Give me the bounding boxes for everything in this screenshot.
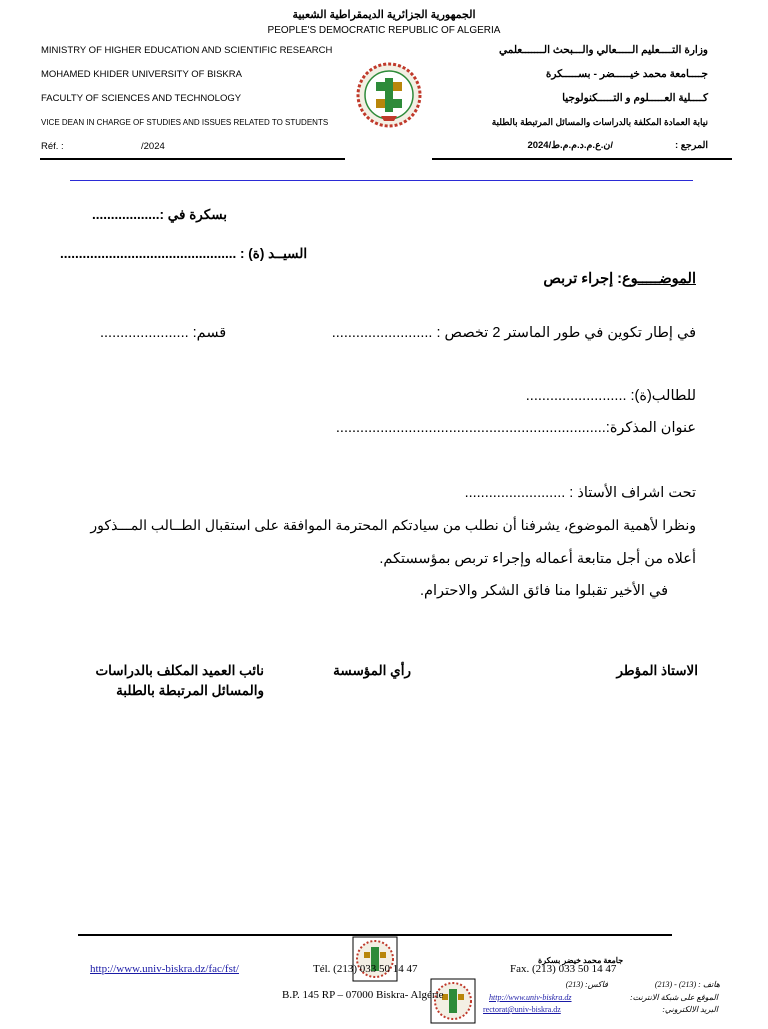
subject-label: الموضـــــوع bbox=[621, 271, 696, 287]
thesis-title-line: عنوان المذكرة:................................................................... bbox=[335, 420, 696, 436]
place-date: بسكرة في :.................. bbox=[92, 207, 227, 222]
faculty-en: FACULTY OF SCIENCES AND TECHNOLOGY bbox=[41, 93, 242, 104]
signature-institution: رأي المؤسسة bbox=[333, 663, 411, 678]
recipient-line: السيــد (ة) : ............................................... bbox=[60, 246, 308, 261]
subject-value: : إجراء تربص bbox=[543, 271, 622, 287]
separator-line bbox=[70, 180, 693, 181]
student-line: للطالب(ة): ......................... bbox=[525, 388, 696, 404]
footer-site-label-ar: الموقع على شبكة الانترنت: bbox=[630, 993, 718, 1002]
ref-year-en: /2024 bbox=[141, 141, 165, 152]
footer-website-link[interactable]: http://www.univ-biskra.dz/fac/fst/ bbox=[90, 963, 239, 975]
body-paragraph-line1: ونظرا لأهمية الموضوع، يشرفنا أن نطلب من سيادتكم المحترمة الموافقة على استقبال الطــالب المـــذكور bbox=[90, 517, 696, 533]
signature-vice-dean-line1: نائب العميد المكلف بالدراسات bbox=[95, 663, 264, 678]
ref-label-ar: المرجع : bbox=[675, 140, 708, 151]
footer-fax-ar: فاكس: (213) bbox=[565, 980, 608, 989]
supervisor-line: تحت اشراف الأستاذ : ......................... bbox=[464, 485, 696, 501]
header-rule-right bbox=[432, 158, 732, 160]
footer-site-link[interactable]: http://www.univ-biskra.dz bbox=[489, 993, 572, 1002]
body-paragraph-line2: أعلاه من أجل متابعة أعماله وإجراء تربص بمؤسستكم. bbox=[379, 551, 696, 567]
closing-line: في الأخير تقبلوا منا فائق الشكر والاحترام. bbox=[420, 583, 668, 599]
ref-label-en: Réf. : bbox=[41, 141, 64, 152]
ministry-ar: وزارة التــــعليم الـــــعالي والـــبحث الـــــــعلمي bbox=[499, 44, 708, 56]
footer-tel: Tél. (213) 033 50 14 47 bbox=[313, 963, 418, 975]
ministry-en: MINISTRY OF HIGHER EDUCATION AND SCIENTIFIC RESEARCH bbox=[41, 45, 333, 56]
faculty-ar: كــــلية العـــــلوم و التـــــكنولوجيا bbox=[562, 92, 708, 104]
footer-address: B.P. 145 RP – 07000 Biskra- Algérie bbox=[282, 989, 444, 1001]
header-rule-left bbox=[40, 158, 345, 160]
footer-email-label-ar: البريد الالكتروني: bbox=[662, 1005, 718, 1014]
university-ar: جــــامعة محمد خيـــــضر - بســـــكرة bbox=[545, 68, 708, 80]
country-name-ar: الجمهورية الجزائرية الديمقراطية الشعبية bbox=[292, 9, 476, 21]
footer-logo-left bbox=[352, 936, 398, 982]
program-line: في إطار تكوين في طور الماستر 2 تخصص : ......................... bbox=[331, 325, 696, 341]
ref-code-ar: /ن.ع.م.د.م.م.ط/2024 bbox=[527, 140, 613, 151]
signature-supervisor: الاستاذ المؤطر bbox=[616, 663, 698, 678]
footer-fax: Fax. (213) 033 50 14 47 bbox=[510, 963, 617, 975]
footer-email-link[interactable]: rectorat@univ-biskra.dz bbox=[483, 1005, 561, 1014]
country-name-en: PEOPLE'S DEMOCRATIC REPUBLIC OF ALGERIA bbox=[267, 25, 501, 36]
subject-line bbox=[543, 271, 696, 287]
vice-dean-ar: نيابة العمادة المكلفة بالدراسات والمسائل المرتبطة بالطلبة bbox=[491, 117, 708, 127]
footer-logo-right bbox=[430, 978, 476, 1024]
footer-phone-ar: هاتف : (213) - (213) bbox=[654, 980, 720, 989]
university-logo bbox=[356, 60, 422, 130]
footer-university-ar: جامعة محمد خيضر بسكرة bbox=[538, 956, 624, 965]
signature-vice-dean-line2: والمسائل المرتبطة بالطلبة bbox=[116, 683, 264, 698]
department-line: قسم: ...................... bbox=[100, 325, 227, 341]
vice-dean-en: VICE DEAN IN CHARGE OF STUDIES AND ISSUES RELATED TO STUDENTS bbox=[41, 118, 329, 127]
university-en: MOHAMED KHIDER UNIVERSITY OF BISKRA bbox=[41, 69, 242, 80]
